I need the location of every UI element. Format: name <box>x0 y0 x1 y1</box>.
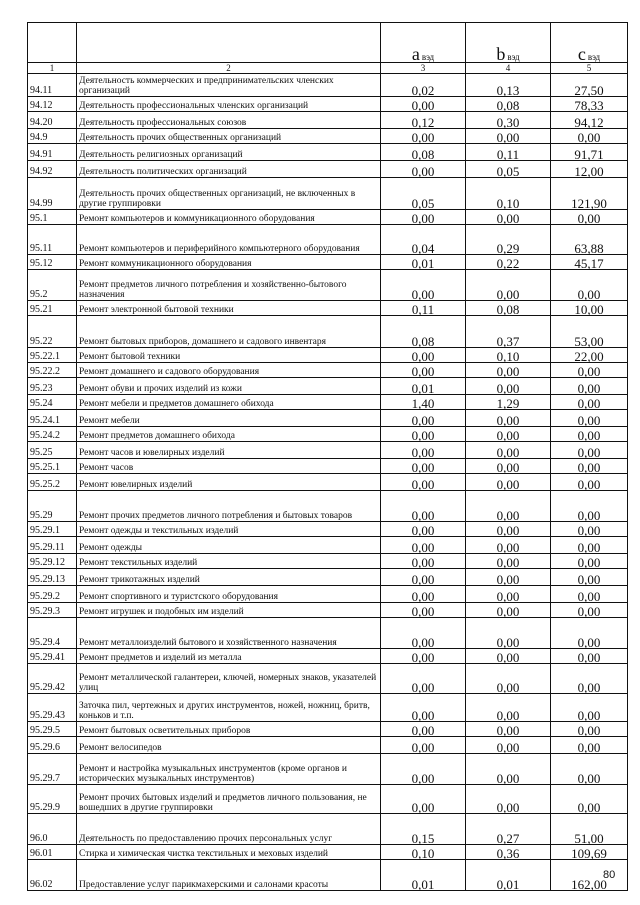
row-name: Ремонт ювелирных изделий <box>77 474 381 491</box>
row-code: 94.92 <box>28 161 77 178</box>
row-b-value: 0,08 <box>466 97 551 112</box>
row-b-value: 0,00 <box>466 737 551 754</box>
row-name: Ремонт велосипедов <box>77 737 381 754</box>
row-a-value: 0,00 <box>381 722 466 737</box>
table-row <box>28 348 628 363</box>
row-b-value: 0,00 <box>466 554 551 569</box>
row-c-value: 0,00 <box>551 754 628 785</box>
row-code: 95.24.1 <box>28 410 77 427</box>
row-name: Ремонт одежды и текстильных изделий <box>77 522 381 537</box>
row-c-value: 0,00 <box>551 474 628 491</box>
row-code: 94.99 <box>28 178 77 210</box>
row-c-value: 0,00 <box>551 210 628 225</box>
row-name: Деятельность коммерческих и предпринимательских членских организаций <box>77 74 381 97</box>
row-c-value: 12,00 <box>551 161 628 178</box>
numbering-row <box>28 63 628 74</box>
table-row <box>28 785 628 814</box>
column-number: 1 <box>28 63 77 74</box>
row-b-value: 0,00 <box>466 363 551 378</box>
row-c-value: 0,00 <box>551 618 628 649</box>
row-code: 95.29.1 <box>28 522 77 537</box>
row-name: Деятельность религиозных организаций <box>77 144 381 161</box>
row-code: 95.24.2 <box>28 427 77 442</box>
row-name: Ремонт компьютеров и коммуникационного оборудования <box>77 210 381 225</box>
row-code: 95.29.11 <box>28 537 77 554</box>
row-a-value: 0,01 <box>381 860 466 891</box>
row-c-value: 0,00 <box>551 270 628 301</box>
row-c-value: 51,00 <box>551 814 628 845</box>
row-a-value: 0,00 <box>381 537 466 554</box>
table-row <box>28 144 628 161</box>
row-b-value: 0,00 <box>466 474 551 491</box>
row-name: Ремонт часов <box>77 459 381 474</box>
row-b-value: 0,27 <box>466 814 551 845</box>
row-c-value: 0,00 <box>551 378 628 395</box>
row-code: 94.9 <box>28 129 77 144</box>
row-name: Ремонт бытовых приборов, домашнего и садового инвентаря <box>77 316 381 348</box>
row-name: Деятельность прочих общественных организаций <box>77 129 381 144</box>
row-name: Ремонт бытовых осветительных приборов <box>77 722 381 737</box>
table-row <box>28 649 628 664</box>
row-name: Ремонт электронной бытовой техники <box>77 301 381 316</box>
row-code: 95.29 <box>28 491 77 522</box>
row-b-value: 0,10 <box>466 348 551 363</box>
row-code: 95.29.3 <box>28 603 77 618</box>
table-row <box>28 301 628 316</box>
row-code: 95.29.41 <box>28 649 77 664</box>
header-c-label: c <box>577 44 586 64</box>
row-c-value: 0,00 <box>551 395 628 410</box>
row-name: Ремонт предметов личного потребления и хозяйственно-бытового назначения <box>77 270 381 301</box>
row-code: 95.29.12 <box>28 554 77 569</box>
table-row <box>28 225 628 255</box>
header-name-cell <box>77 23 381 63</box>
table-body <box>28 23 628 891</box>
row-code: 95.29.6 <box>28 737 77 754</box>
data-table <box>27 22 628 891</box>
page-number: 80 <box>603 869 616 881</box>
row-code: 95.22.1 <box>28 348 77 363</box>
row-b-value: 0,00 <box>466 210 551 225</box>
row-name: Ремонт мебели <box>77 410 381 427</box>
table-row <box>28 569 628 586</box>
row-c-value: 0,00 <box>551 363 628 378</box>
row-name: Деятельность по предоставлению прочих персональных услуг <box>77 814 381 845</box>
row-code: 95.22.2 <box>28 363 77 378</box>
row-b-value: 0,00 <box>466 378 551 395</box>
table-row <box>28 410 628 427</box>
row-c-value: 0,00 <box>551 722 628 737</box>
row-b-value: 0,01 <box>466 860 551 891</box>
row-name: Ремонт коммуникационного оборудования <box>77 255 381 270</box>
row-c-value: 10,00 <box>551 301 628 316</box>
table-row <box>28 112 628 129</box>
row-a-value: 0,00 <box>381 161 466 178</box>
row-a-value: 0,08 <box>381 144 466 161</box>
row-c-value: 0,00 <box>551 442 628 459</box>
row-b-value: 0,00 <box>466 722 551 737</box>
row-name: Деятельность профессиональных членских организаций <box>77 97 381 112</box>
row-b-value: 0,00 <box>466 664 551 694</box>
row-a-value: 0,01 <box>381 255 466 270</box>
row-b-value: 0,00 <box>466 129 551 144</box>
row-code: 95.22 <box>28 316 77 348</box>
row-code: 95.23 <box>28 378 77 395</box>
table-row <box>28 316 628 348</box>
row-name: Ремонт спортивного и туристского оборудования <box>77 586 381 603</box>
table-row <box>28 97 628 112</box>
row-a-value: 0,01 <box>381 378 466 395</box>
table-row <box>28 737 628 754</box>
row-a-value: 0,00 <box>381 459 466 474</box>
row-a-value: 0,00 <box>381 522 466 537</box>
row-name: Стирка и химическая чистка текстильных и меховых изделий <box>77 845 381 860</box>
row-name: Ремонт обуви и прочих изделий из кожи <box>77 378 381 395</box>
row-a-value: 0,08 <box>381 316 466 348</box>
row-c-value: 0,00 <box>551 664 628 694</box>
row-a-value: 0,02 <box>381 74 466 97</box>
row-a-value: 0,00 <box>381 603 466 618</box>
row-b-value: 0,00 <box>466 410 551 427</box>
row-code: 95.29.13 <box>28 569 77 586</box>
row-b-value: 1,29 <box>466 395 551 410</box>
table-row <box>28 363 628 378</box>
table-row <box>28 491 628 522</box>
row-c-value: 0,00 <box>551 554 628 569</box>
table-row <box>28 722 628 737</box>
table-row <box>28 754 628 785</box>
row-a-value: 0,00 <box>381 363 466 378</box>
row-code: 94.20 <box>28 112 77 129</box>
row-code: 94.91 <box>28 144 77 161</box>
table-row <box>28 427 628 442</box>
row-code: 96.0 <box>28 814 77 845</box>
table-row <box>28 814 628 845</box>
row-a-value: 0,00 <box>381 649 466 664</box>
row-c-value: 0,00 <box>551 522 628 537</box>
table-row <box>28 845 628 860</box>
row-b-value: 0,36 <box>466 845 551 860</box>
row-name: Ремонт предметов домашнего обихода <box>77 427 381 442</box>
header-c-sub: вэд <box>587 52 601 62</box>
table-row <box>28 74 628 97</box>
table-row <box>28 618 628 649</box>
row-name: Деятельность профессиональных союзов <box>77 112 381 129</box>
row-a-value: 0,15 <box>381 814 466 845</box>
row-a-value: 0,05 <box>381 178 466 210</box>
header-row <box>28 23 628 63</box>
row-b-value: 0,00 <box>466 522 551 537</box>
row-name: Ремонт часов и ювелирных изделий <box>77 442 381 459</box>
table-row <box>28 603 628 618</box>
row-a-value: 0,00 <box>381 97 466 112</box>
row-b-value: 0,00 <box>466 427 551 442</box>
row-a-value: 0,00 <box>381 569 466 586</box>
row-b-value: 0,00 <box>466 603 551 618</box>
row-c-value: 0,00 <box>551 785 628 814</box>
row-b-value: 0,00 <box>466 754 551 785</box>
row-a-value: 0,11 <box>381 301 466 316</box>
row-code: 94.11 <box>28 74 77 97</box>
table-row <box>28 522 628 537</box>
row-b-value: 0,00 <box>466 785 551 814</box>
row-c-value: 0,00 <box>551 491 628 522</box>
column-number: 2 <box>77 63 381 74</box>
row-name: Ремонт одежды <box>77 537 381 554</box>
row-a-value: 0,00 <box>381 491 466 522</box>
row-a-value: 0,00 <box>381 442 466 459</box>
row-b-value: 0,00 <box>466 442 551 459</box>
header-b-label: b <box>496 44 506 64</box>
row-b-value: 0,08 <box>466 301 551 316</box>
row-c-value: 0,00 <box>551 129 628 144</box>
row-a-value: 0,12 <box>381 112 466 129</box>
header-a-sub: вэд <box>421 52 435 62</box>
row-c-value: 0,00 <box>551 649 628 664</box>
table-row <box>28 161 628 178</box>
column-number: 4 <box>466 63 551 74</box>
row-c-value: 94,12 <box>551 112 628 129</box>
row-code: 95.21 <box>28 301 77 316</box>
table-row <box>28 442 628 459</box>
row-c-value: 78,33 <box>551 97 628 112</box>
row-a-value: 0,00 <box>381 410 466 427</box>
header-a-cell <box>381 23 466 63</box>
row-code: 95.25.1 <box>28 459 77 474</box>
column-number: 5 <box>551 63 628 74</box>
row-b-value: 0,10 <box>466 178 551 210</box>
row-b-value: 0,37 <box>466 316 551 348</box>
row-code: 96.01 <box>28 845 77 860</box>
row-code: 95.12 <box>28 255 77 270</box>
row-a-value: 0,00 <box>381 554 466 569</box>
row-code: 95.29.5 <box>28 722 77 737</box>
row-b-value: 0,00 <box>466 569 551 586</box>
table-row <box>28 395 628 410</box>
header-c-cell <box>551 23 628 63</box>
row-a-value: 0,00 <box>381 785 466 814</box>
table-row <box>28 586 628 603</box>
row-b-value: 0,11 <box>466 144 551 161</box>
row-c-value: 0,00 <box>551 737 628 754</box>
row-b-value: 0,30 <box>466 112 551 129</box>
row-a-value: 0,04 <box>381 225 466 255</box>
table-row <box>28 178 628 210</box>
row-code: 95.2 <box>28 270 77 301</box>
row-name: Ремонт трикотажных изделий <box>77 569 381 586</box>
row-code: 95.29.42 <box>28 664 77 694</box>
row-b-value: 0,13 <box>466 74 551 97</box>
row-name: Ремонт и настройка музыкальных инструментов (кроме органов и исторических музыкальных инструментов) <box>77 754 381 785</box>
row-name: Ремонт домашнего и садового оборудования <box>77 363 381 378</box>
row-code: 95.29.2 <box>28 586 77 603</box>
row-code: 95.1 <box>28 210 77 225</box>
row-c-value: 53,00 <box>551 316 628 348</box>
row-name: Ремонт металлоизделий бытового и хозяйственного назначения <box>77 618 381 649</box>
table-row <box>28 459 628 474</box>
row-b-value: 0,29 <box>466 225 551 255</box>
row-name: Деятельность прочих общественных организаций, не включенных в другие группировки <box>77 178 381 210</box>
header-b-cell <box>466 23 551 63</box>
row-code: 95.24 <box>28 395 77 410</box>
row-code: 95.25.2 <box>28 474 77 491</box>
header-code-cell <box>28 23 77 63</box>
row-name: Ремонт игрушек и подобных им изделий <box>77 603 381 618</box>
row-name: Ремонт прочих бытовых изделий и предметов личного пользования, не вошедших в другие группировки <box>77 785 381 814</box>
table-row <box>28 474 628 491</box>
row-code: 96.02 <box>28 860 77 891</box>
row-a-value: 0,00 <box>381 664 466 694</box>
row-b-value: 0,22 <box>466 255 551 270</box>
table-row <box>28 270 628 301</box>
row-c-value: 0,00 <box>551 694 628 722</box>
row-a-value: 0,00 <box>381 618 466 649</box>
row-a-value: 0,00 <box>381 754 466 785</box>
row-code: 95.29.4 <box>28 618 77 649</box>
row-c-value: 22,00 <box>551 348 628 363</box>
row-c-value: 109,69 <box>551 845 628 860</box>
header-b-sub: вэд <box>507 52 520 62</box>
row-b-value: 0,00 <box>466 459 551 474</box>
row-name: Деятельность политических организаций <box>77 161 381 178</box>
row-name: Ремонт компьютеров и периферийного компьютерного оборудования <box>77 225 381 255</box>
row-b-value: 0,00 <box>466 537 551 554</box>
row-name: Ремонт металлической галантереи, ключей, номерных знаков, указателей улиц <box>77 664 381 694</box>
row-b-value: 0,05 <box>466 161 551 178</box>
table-row <box>28 664 628 694</box>
row-b-value: 0,00 <box>466 694 551 722</box>
row-a-value: 0,10 <box>381 845 466 860</box>
row-a-value: 0,00 <box>381 737 466 754</box>
row-c-value: 27,50 <box>551 74 628 97</box>
row-a-value: 0,00 <box>381 210 466 225</box>
row-a-value: 0,00 <box>381 427 466 442</box>
column-number: 3 <box>381 63 466 74</box>
row-c-value: 162,00 <box>551 860 628 891</box>
row-code: 95.29.7 <box>28 754 77 785</box>
row-a-value: 0,00 <box>381 586 466 603</box>
row-name: Ремонт текстильных изделий <box>77 554 381 569</box>
row-c-value: 63,88 <box>551 225 628 255</box>
row-c-value: 121,90 <box>551 178 628 210</box>
row-b-value: 0,00 <box>466 270 551 301</box>
row-b-value: 0,00 <box>466 649 551 664</box>
row-c-value: 91,71 <box>551 144 628 161</box>
header-a-label: a <box>411 44 420 64</box>
table-row <box>28 255 628 270</box>
row-name: Ремонт предметов и изделий из металла <box>77 649 381 664</box>
table-row <box>28 860 628 891</box>
row-b-value: 0,00 <box>466 618 551 649</box>
row-a-value: 0,00 <box>381 694 466 722</box>
row-code: 95.25 <box>28 442 77 459</box>
row-name: Предоставление услуг парикмахерскими и салонами красоты <box>77 860 381 891</box>
row-c-value: 0,00 <box>551 586 628 603</box>
row-c-value: 0,00 <box>551 427 628 442</box>
row-c-value: 0,00 <box>551 459 628 474</box>
row-b-value: 0,00 <box>466 491 551 522</box>
row-code: 95.29.9 <box>28 785 77 814</box>
row-a-value: 0,00 <box>381 348 466 363</box>
row-name: Ремонт бытовой техники <box>77 348 381 363</box>
row-name: Ремонт мебели и предметов домашнего обихода <box>77 395 381 410</box>
row-code: 94.12 <box>28 97 77 112</box>
row-name: Заточка пил, чертежных и других инструментов, ножей, ножниц, бритв, коньков и т.п. <box>77 694 381 722</box>
row-a-value: 0,00 <box>381 474 466 491</box>
row-name: Ремонт прочих предметов личного потребления и бытовых товаров <box>77 491 381 522</box>
table-row <box>28 554 628 569</box>
table-row <box>28 694 628 722</box>
row-c-value: 0,00 <box>551 569 628 586</box>
row-c-value: 0,00 <box>551 603 628 618</box>
table-row <box>28 537 628 554</box>
row-c-value: 45,17 <box>551 255 628 270</box>
row-code: 95.11 <box>28 225 77 255</box>
row-code: 95.29.43 <box>28 694 77 722</box>
row-c-value: 0,00 <box>551 410 628 427</box>
row-a-value: 1,40 <box>381 395 466 410</box>
row-a-value: 0,00 <box>381 270 466 301</box>
row-c-value: 0,00 <box>551 537 628 554</box>
row-b-value: 0,00 <box>466 586 551 603</box>
table-row <box>28 210 628 225</box>
table-row <box>28 378 628 395</box>
table-row <box>28 129 628 144</box>
row-a-value: 0,00 <box>381 129 466 144</box>
